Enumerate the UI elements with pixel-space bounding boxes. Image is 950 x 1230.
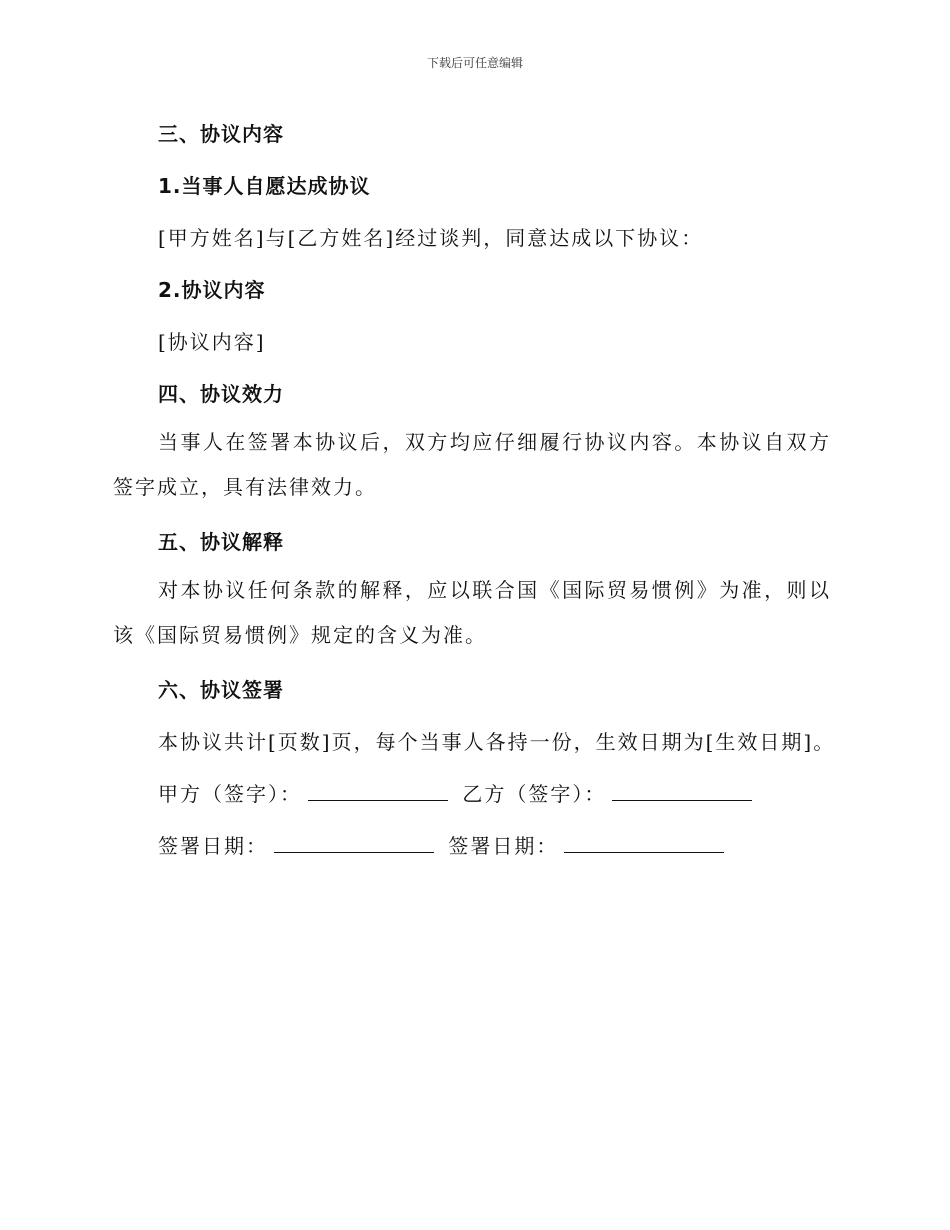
- section-3-1-heading: 1.当事人自愿达成协议: [158, 174, 371, 198]
- party-b-signature-label: 乙方（签字）：: [462, 782, 607, 806]
- signature-date-row: [113, 820, 831, 872]
- section-3-heading: 三、协议内容: [158, 122, 284, 146]
- section-6-heading: 六、协议签署: [158, 678, 284, 702]
- section-4-heading: 四、协议效力: [158, 382, 284, 406]
- section-5-heading: 五、协议解释: [158, 530, 284, 554]
- party-b-date-line: [564, 832, 724, 853]
- party-a-signature-line: [308, 780, 448, 801]
- page-header: 下载后可任意编辑: [426, 56, 523, 70]
- section-3-2-text: [协议内容]: [158, 330, 266, 354]
- section-4-text: 当事人在签署本协议后，双方均应仔细履行协议内容。本协议自双方签字成立，具有法律效力。: [113, 430, 831, 499]
- signature-row: [113, 768, 831, 820]
- section-3-1-text: [甲方姓名]与[乙方姓名]经过谈判，同意达成以下协议：: [158, 226, 704, 250]
- party-a-signature-label: 甲方（签字）：: [158, 782, 302, 806]
- party-b-signature-line: [612, 780, 752, 801]
- party-b-date-label: 签署日期：: [448, 834, 559, 858]
- section-6-text: 本协议共计[页数]页，每个当事人各持一份，生效日期为[生效日期]。: [158, 730, 836, 754]
- party-a-date-label: 签署日期：: [158, 834, 268, 858]
- party-a-date-line: [274, 832, 434, 853]
- document-body: [113, 108, 836, 872]
- section-3-2-heading: 2.协议内容: [158, 278, 266, 302]
- section-5-text: 对本协议任何条款的解释，应以联合国《国际贸易惯例》为准，则以该《国际贸易惯例》规定的含义为准。: [113, 578, 831, 647]
